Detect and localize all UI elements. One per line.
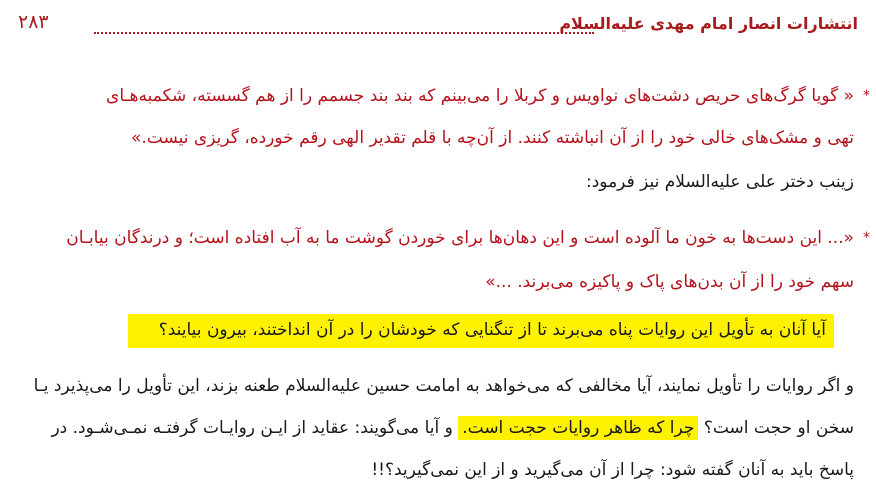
question-text: آیا آنان به تأویل این روایات پناه می‌برند تا از تنگنایی که خودشان را در آن انداختند، بیرون بیایند؟ [158,320,826,340]
page-header [14,8,862,38]
header-dotted-rule [94,32,594,34]
bullet-icon: * [863,88,870,104]
quote1-line2-text: تهی و مشک‌های خالی خود را از آن انباشته کنند. از آن‌چه با قلم تقدیر الهی رقم خورده، گریزی نیست.» [130,128,854,148]
para3-line1-text: و اگر روایات را تأویل نمایند، آیا مخالفی که می‌خواهد به امامت حسین علیه‌السلام طعنه بزند، این تأویل را می‌پذیرد یـا [33,376,854,396]
highlighted-phrase: چرا که ظاهر روایات حجت است. [458,416,698,440]
quote2-line1-text: «... این دست‌ها به خون ما آلوده است و این دهان‌ها برای خوردن گوشت ما به آب افتاده است؛ و درندگان بیابـان [66,228,854,248]
intro-line [18,172,854,192]
quote2-line1 [18,228,870,248]
para3-line2-start: سخن او حجت است؟ [703,418,854,438]
para3-line2 [18,418,854,438]
para3-line2-end: و آیا می‌گویند: عقاید از ایـن روایـات گرفتـه نمـی‌شـود. در [51,418,453,438]
para3-line3-text: پاسخ باید به آنان گفته شود: چرا از آن می‌گیرید و از این نمی‌گیرید؟!! [371,460,854,480]
question-line [18,320,826,340]
quote1-line1 [18,86,870,106]
header-title: انتشارات انصار امام مهدی علیه‌السلام [559,14,858,33]
quote2-line2-text: سهم خود را از آن بدن‌های پاک و پاکیزه می‌برند. ...» [485,272,854,292]
para3-line3 [18,460,854,480]
quote1-line2 [18,128,854,148]
bullet-icon: * [863,230,870,246]
quote2-line2 [18,272,854,292]
quote1-line1-text: « گویا گرگ‌های حریص دشت‌های نواویس و کربلا را می‌بینم که بند بند جسمم را از هم گسسته، شکمبه‌هـای [106,86,854,106]
intro-text: زینب دختر علی علیه‌السلام نیز فرمود: [586,172,854,192]
page-number: ۲۸۳ [18,11,49,33]
para3-line1 [18,376,854,396]
